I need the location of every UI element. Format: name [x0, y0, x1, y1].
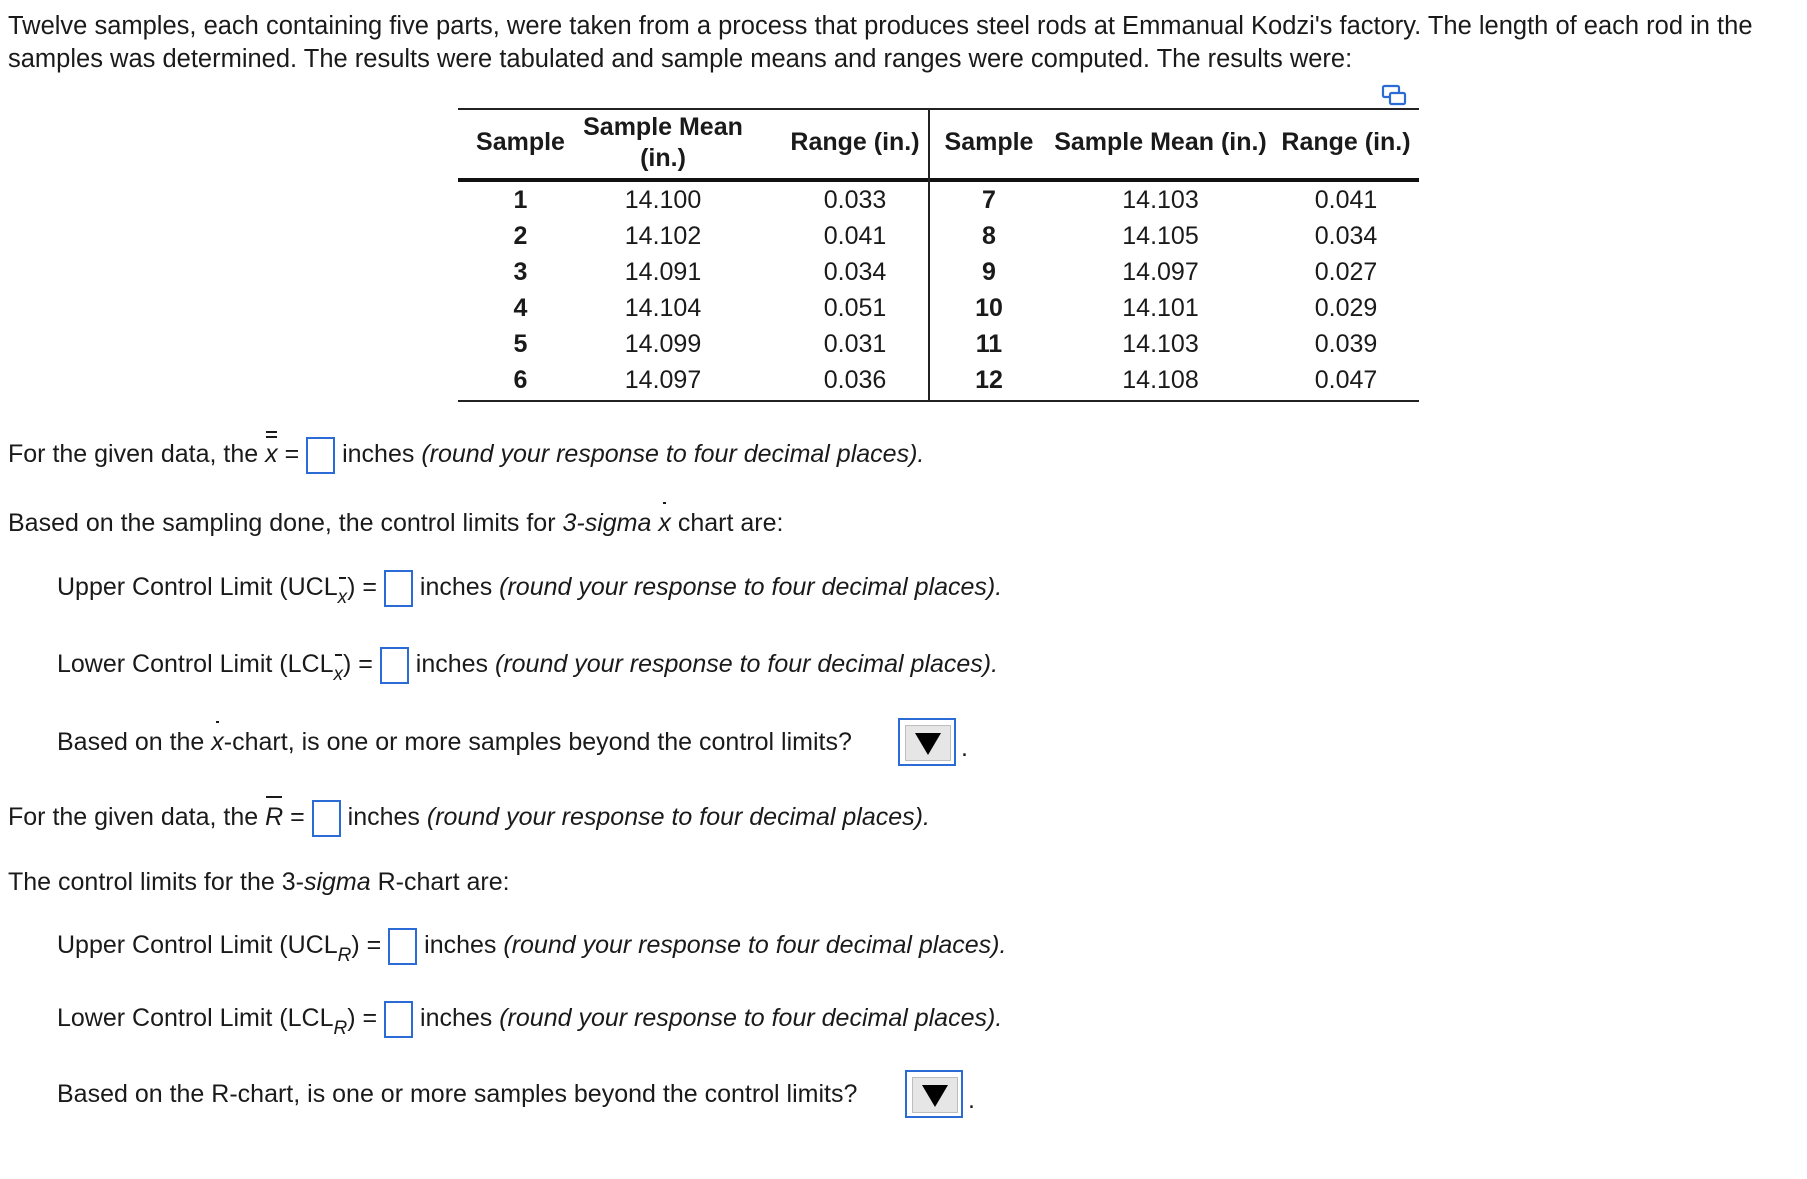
table-cell-mean: 14.105 — [1122, 222, 1199, 250]
table-cell-range: 0.027 — [1314, 258, 1378, 286]
table-cell-range: 0.036 — [823, 366, 887, 394]
table-cell-sample: 3 — [513, 258, 528, 286]
table-cell-sample: 1 — [513, 186, 528, 214]
lcl-r-row: Lower Control Limit $(LCL_R)$ = inches (round your response to four decimal places). — [57, 998, 1002, 1041]
question-beyond-x: Based on the x-chart, is one or more samples beyond the control limits? — [57, 722, 852, 762]
header-sample-2: Sample — [944, 128, 1034, 156]
x-bar-subscript: x — [338, 578, 348, 618]
table-cell-range: 0.051 — [823, 294, 887, 322]
table-cell-sample: 10 — [975, 294, 1003, 322]
unit-label: inches — [342, 440, 415, 468]
table-cell-range: 0.033 — [823, 186, 887, 214]
equals-sign: = — [284, 440, 300, 468]
question-xbarbar — [8, 434, 924, 474]
table-cell-mean: 14.103 — [1122, 186, 1199, 214]
table-cell-sample: 6 — [513, 366, 528, 394]
header-sample: Sample — [476, 128, 565, 156]
header-range-2: Range (in.) — [1281, 128, 1411, 156]
lcl-x-label: Lower Control Limit (LCL — [57, 650, 334, 678]
header-sample-mean-2: Sample Mean (in.) — [1054, 128, 1267, 156]
table-cell-sample: 7 — [982, 186, 996, 214]
beyond-r-dropdown[interactable] — [905, 1070, 963, 1118]
x-double-bar-symbol: x — [265, 434, 278, 474]
period: . — [961, 734, 968, 762]
table-cell-range: 0.041 — [1314, 186, 1378, 214]
table-cell-sample: 8 — [982, 222, 996, 250]
x-bar-symbol: x — [211, 722, 224, 762]
lcl-x-row: Lower Control Limit (LCL x) = inches (round your response to four decimal places). — [57, 644, 998, 687]
xbarbar-input[interactable] — [306, 437, 335, 474]
x-bar-subscript: x — [334, 655, 344, 695]
r-chart-intro: The control limits for the 3-sigma R-chart are: — [8, 868, 510, 896]
chevron-down-icon — [922, 1085, 948, 1107]
r-bar-symbol: R — [265, 797, 283, 837]
question-rbar: For the given data, the R = inches (round your response to four decimal places). — [8, 797, 930, 837]
table-cell-range: 0.047 — [1314, 366, 1378, 394]
table-cell-range: 0.034 — [1314, 222, 1378, 250]
chevron-down-icon — [915, 733, 941, 755]
table-cell-sample: 4 — [513, 294, 528, 322]
copy-icon[interactable] — [1381, 84, 1407, 106]
ucl-x-input[interactable] — [384, 570, 413, 607]
table-cell-mean: 14.102 — [624, 222, 702, 250]
beyond-x-dropdown[interactable] — [898, 718, 956, 766]
table-cell-range: 0.031 — [823, 330, 887, 358]
header-range: Range (in.) — [790, 128, 920, 156]
header-sample-mean: Sample Mean (in.) — [583, 113, 743, 172]
table-cell-mean: 14.091 — [624, 258, 702, 286]
table-cell-range: 0.034 — [823, 258, 887, 286]
rbar-input[interactable] — [312, 800, 341, 837]
table-cell-mean: 14.103 — [1122, 330, 1199, 358]
ucl-r-row: Upper Control Limit $(UCL_R)$ = inches (round your response to four decimal places). — [57, 925, 1006, 968]
table-cell-range: 0.029 — [1314, 294, 1378, 322]
table-cell-mean: 14.100 — [624, 186, 702, 214]
lcl-x-input[interactable] — [380, 647, 409, 684]
table-cell-mean: 14.097 — [1122, 258, 1199, 286]
table-cell-sample: 11 — [975, 330, 1003, 358]
ucl-x-row: Upper Control Limit (UCL x) = inches (round your response to four decimal places). — [57, 567, 1002, 610]
xbar-chart-intro: Based on the sampling done, the control limits for 3-sigma x chart are: — [8, 503, 783, 543]
table-cell-mean: 14.099 — [624, 330, 702, 358]
table-cell-sample: 5 — [513, 330, 528, 358]
question-beyond-r: Based on the R-chart, is one or more samples beyond the control limits? — [57, 1080, 858, 1108]
table-cell-range: 0.041 — [823, 222, 887, 250]
x-bar-symbol: x — [658, 503, 671, 543]
ucl-r-input[interactable] — [388, 928, 417, 965]
table-cell-sample: 2 — [513, 222, 528, 250]
table-cell-range: 0.039 — [1314, 330, 1378, 358]
question-text: For the given data, the — [8, 440, 259, 468]
rounding-note: (round your response to four decimal places). — [421, 440, 925, 468]
table-cell-mean: 14.108 — [1122, 366, 1199, 394]
problem-intro: Twelve samples, each containing five parts, were taken from a process that produces steel rods at Emmanual Kodzi's factory. The length of each rod in the samples was determined. The results were tabulated and sample means and ranges were computed. The results were: — [8, 12, 1753, 73]
period: . — [968, 1086, 975, 1114]
table-cell-mean: 14.101 — [1122, 294, 1199, 322]
lcl-r-input[interactable] — [384, 1001, 413, 1038]
table-cell-sample: 9 — [982, 258, 996, 286]
table-cell-mean: 14.104 — [624, 294, 702, 322]
ucl-x-label: Upper Control Limit (UCL — [57, 573, 338, 601]
table-cell-sample: 12 — [975, 366, 1003, 394]
table-cell-mean: 14.097 — [624, 366, 702, 394]
